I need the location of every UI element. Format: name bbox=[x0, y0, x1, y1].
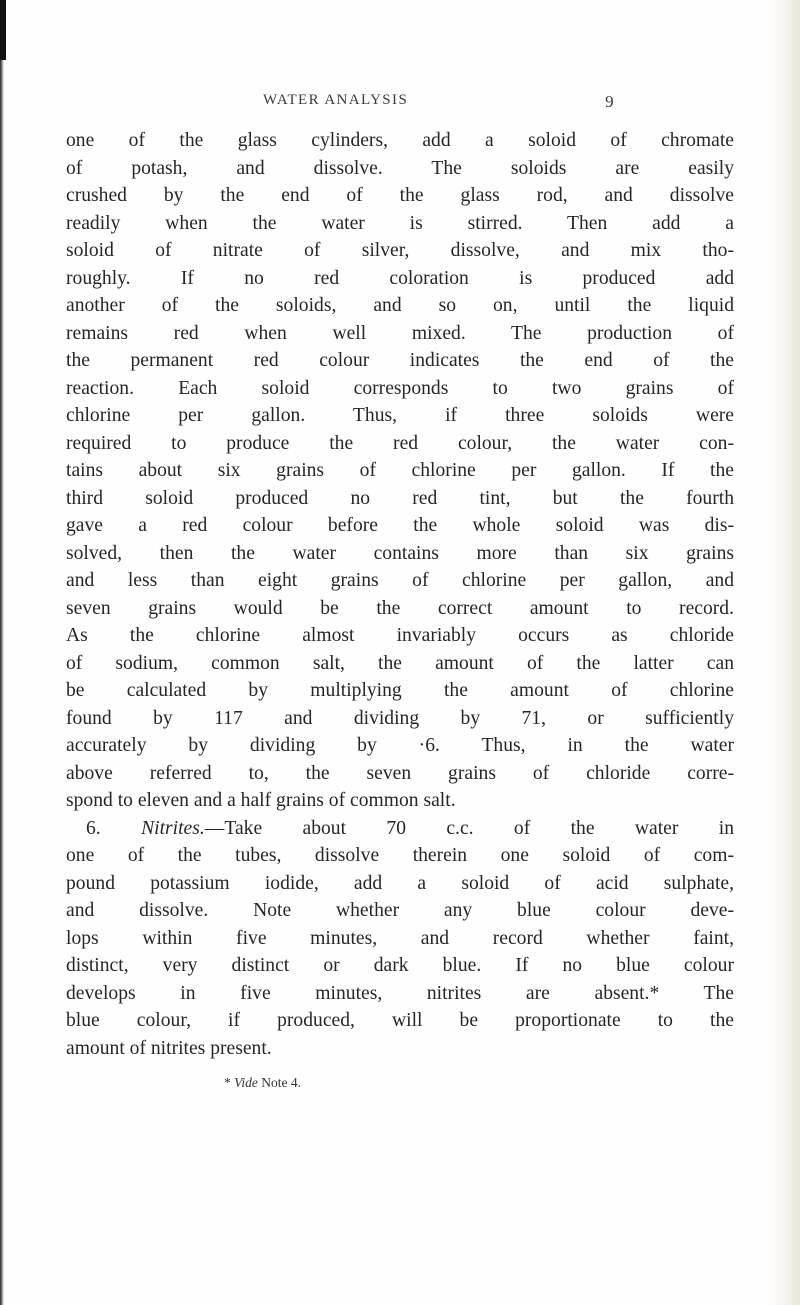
text-line: and dissolve. Note whether any blue colour deve- bbox=[66, 900, 734, 921]
page-number: 9 bbox=[605, 92, 615, 111]
text-line: lops within five minutes, and record whether faint, bbox=[66, 927, 734, 949]
text-line: one of the glass cylinders, add a soloid of chromate bbox=[66, 130, 734, 151]
section-heading: Nitrites. bbox=[141, 817, 205, 839]
text-line: above referred to, the seven grains of chloride corre- bbox=[66, 762, 734, 784]
text-line: As the chlorine almost invariably occurs as chloride bbox=[66, 625, 734, 646]
footnote-text: Note 4. bbox=[261, 1075, 301, 1090]
text-line: seven grains would be the correct amount to record. bbox=[66, 597, 734, 619]
section-number: 6. bbox=[86, 817, 101, 839]
footnote bbox=[224, 1075, 301, 1091]
text-line: another of the soloids, and so on, until the liquid bbox=[66, 295, 734, 316]
text-line: distinct, very distinct or dark blue. If no blue colour bbox=[66, 955, 734, 976]
text-line: be calculated by multiplying the amount of chlorine bbox=[66, 680, 734, 701]
text-line: and less than eight grains of chlorine per gallon, and bbox=[66, 570, 734, 591]
page-right-edge bbox=[764, 0, 800, 1305]
text-line: reaction. Each soloid corresponds to two grains of bbox=[66, 377, 734, 399]
footnote-marker: * bbox=[224, 1075, 231, 1090]
text-line: pound potassium iodide, add a soloid of acid sulphate, bbox=[66, 872, 734, 894]
text-line: the permanent red colour indicates the end of the bbox=[66, 350, 734, 371]
text-line: roughly. If no red coloration is produced add bbox=[66, 267, 734, 289]
text-line: of sodium, common salt, the amount of the latter can bbox=[66, 652, 734, 674]
text-line: crushed by the end of the glass rod, and dissolve bbox=[66, 185, 734, 206]
text-line: develops in five minutes, nitrites are absent.* The bbox=[66, 982, 734, 1004]
text-line: one of the tubes, dissolve therein one soloid of com- bbox=[66, 845, 734, 866]
text-line: found by 117 and dividing by 71, or sufficiently bbox=[66, 707, 734, 729]
text-line: solved, then the water contains more than six grains bbox=[66, 542, 734, 564]
text-line: blue colour, if produced, will be proportionate to the bbox=[66, 1010, 734, 1031]
text-line: tains about six grains of chlorine per gallon. If the bbox=[66, 460, 734, 481]
text-line: gave a red colour before the whole soloid was dis- bbox=[66, 515, 734, 536]
text-line: accurately by dividing by ·6. Thus, in the water bbox=[66, 735, 734, 756]
running-head bbox=[255, 92, 615, 116]
text-line: third soloid produced no red tint, but the fourth bbox=[66, 487, 734, 509]
section-heading-line bbox=[66, 815, 734, 843]
footnote-vide: Vide bbox=[234, 1075, 258, 1090]
page-left-edge bbox=[0, 0, 4, 1305]
text-line: chlorine per gallon. Thus, if three soloids were bbox=[66, 405, 734, 426]
text-line: soloid of nitrate of silver, dissolve, and mix tho- bbox=[66, 240, 734, 261]
text-line: required to produce the red colour, the water con- bbox=[66, 432, 734, 454]
running-head-title: WATER ANALYSIS bbox=[263, 92, 409, 108]
scan-edge-mark bbox=[0, 0, 6, 60]
text-line: readily when the water is stirred. Then add a bbox=[66, 212, 734, 234]
text-line: amount of nitrites present. bbox=[66, 1037, 272, 1059]
body-text bbox=[66, 127, 734, 1062]
section-first-line: —Take about 70 c.c. of the water in bbox=[204, 817, 734, 839]
text-line: spond to eleven and a half grains of common salt. bbox=[66, 790, 456, 811]
text-line: of potash, and dissolve. The soloids are easily bbox=[66, 157, 734, 179]
text-line: remains red when well mixed. The production of bbox=[66, 322, 734, 344]
